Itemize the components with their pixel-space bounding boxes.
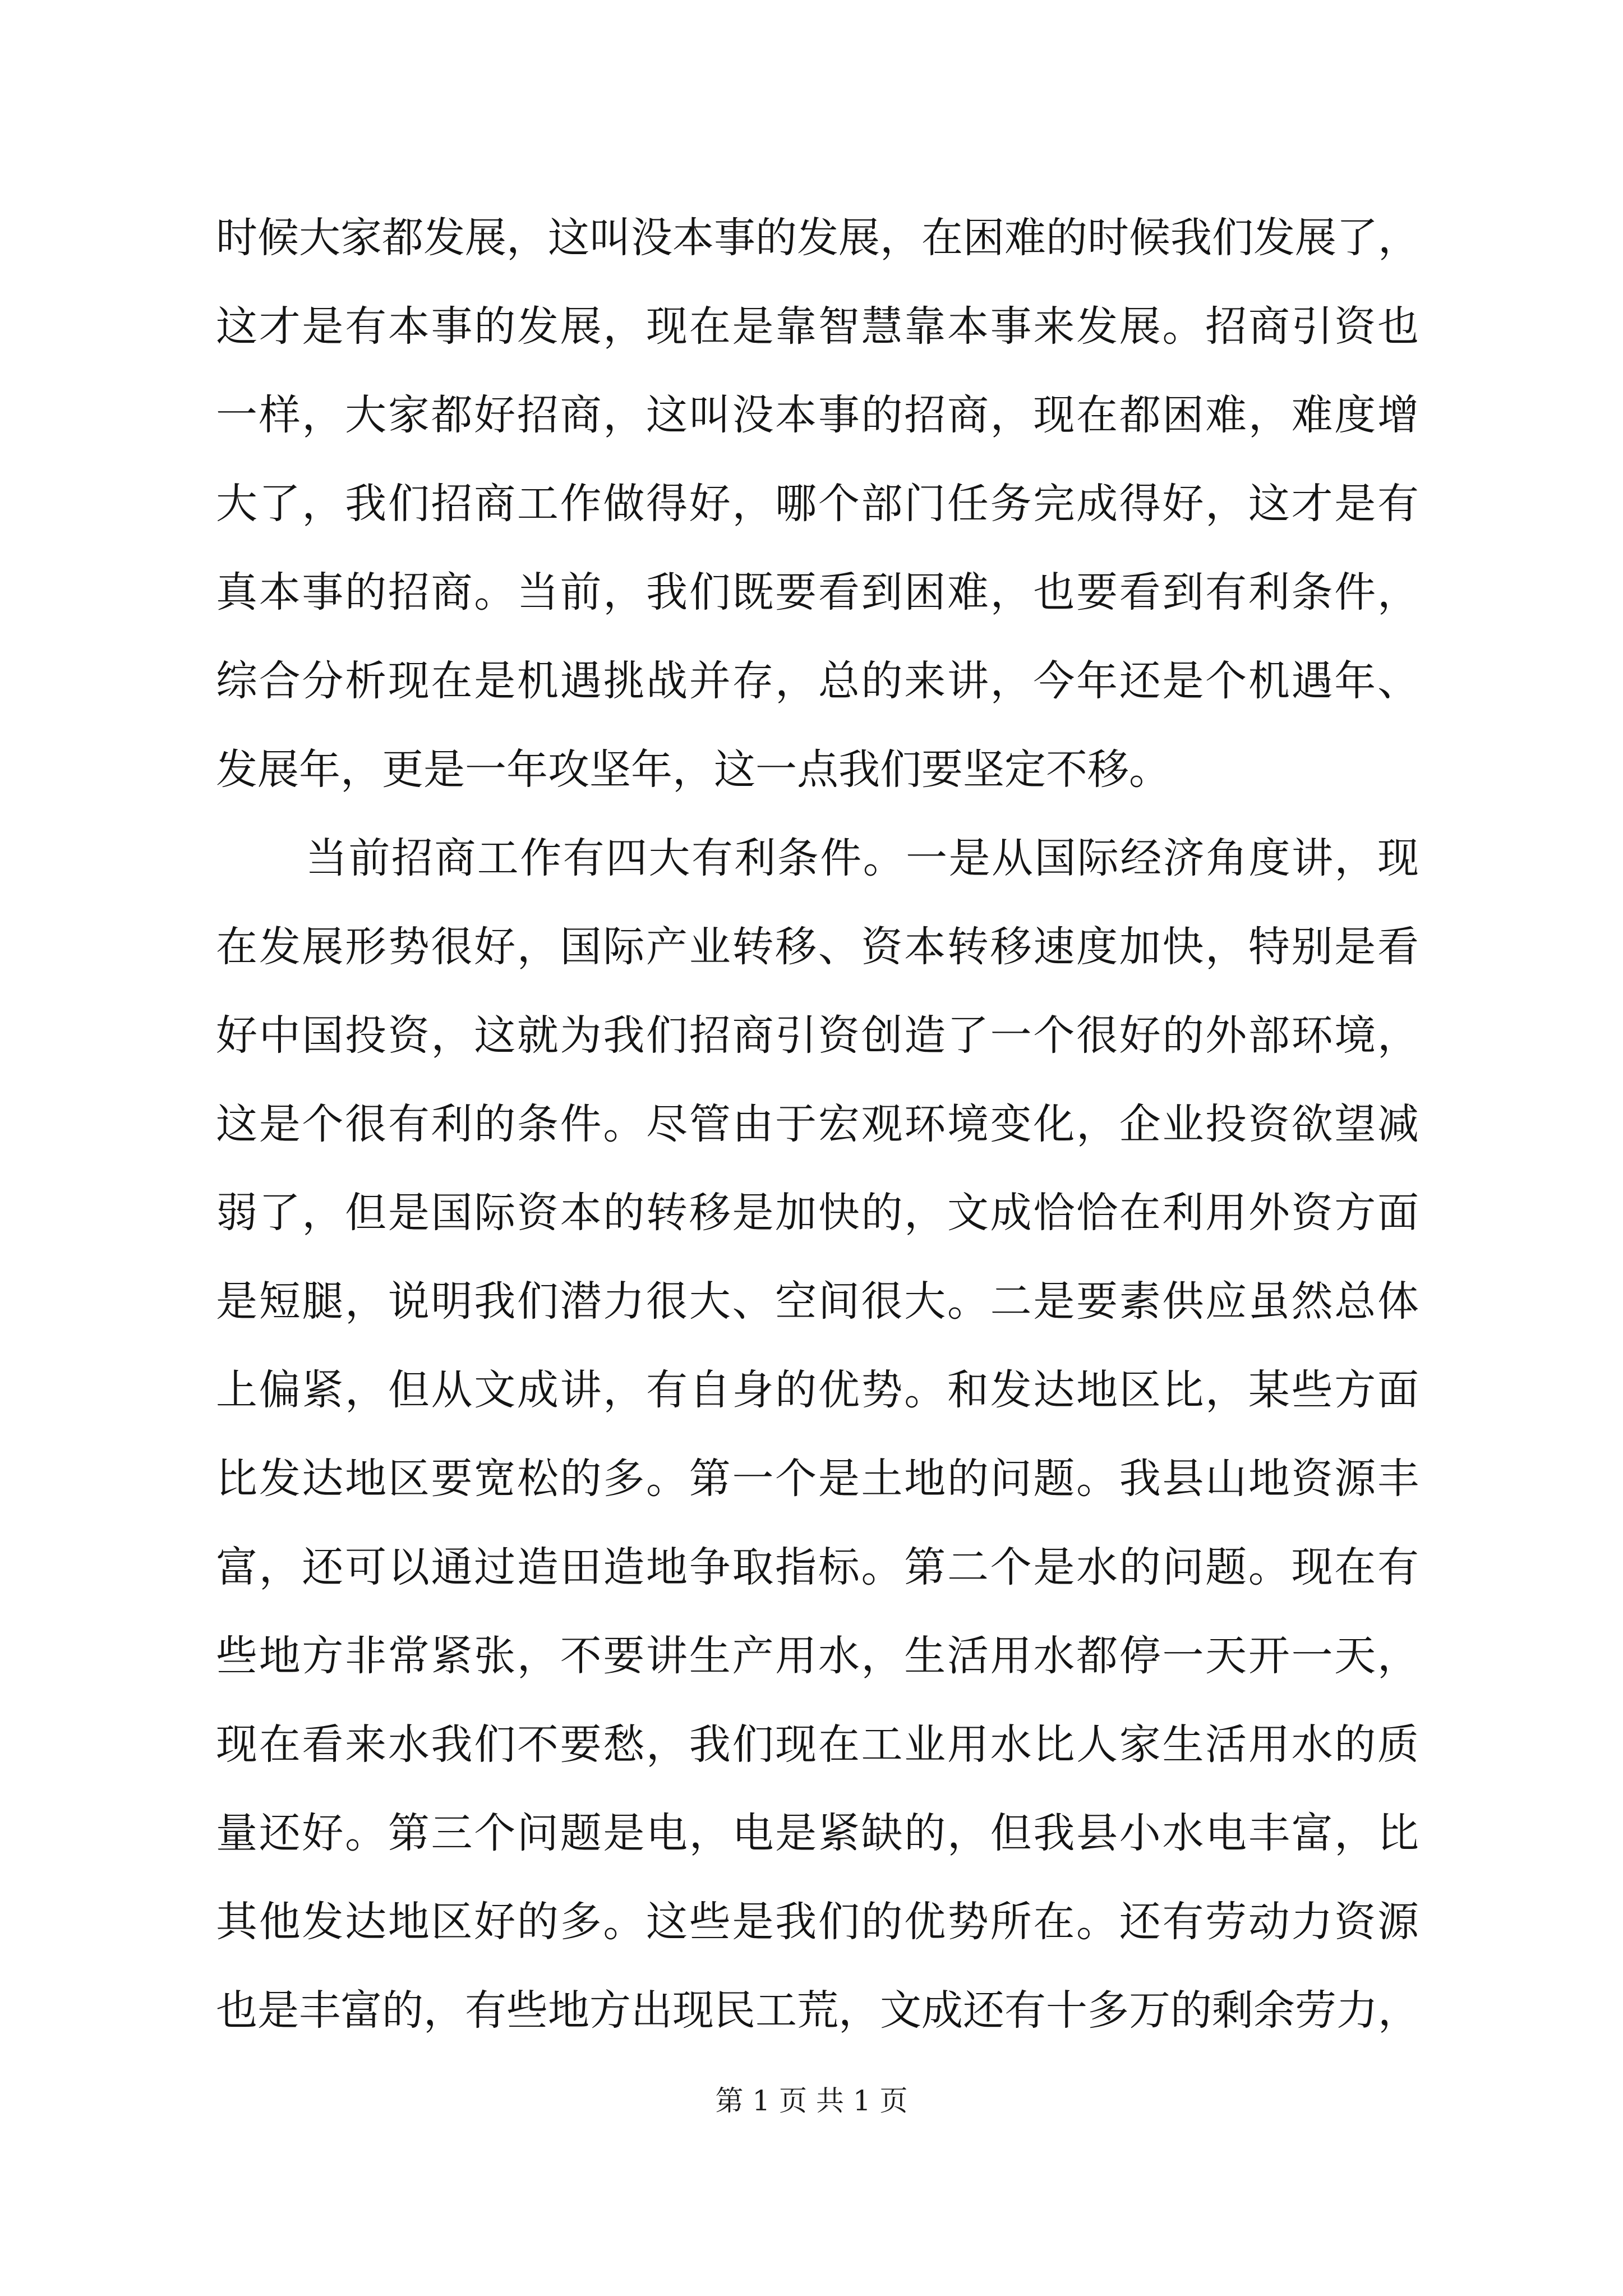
- text-line: 好中国投资，这就为我们招商引资创造了一个很好的外部环境，: [216, 1011, 1419, 1060]
- page-number-footer: 第 1 页 共 1 页: [715, 2085, 908, 2117]
- text-line: 现在看来水我们不要愁，我们现在工业用水比人家生活用水的质: [216, 1720, 1419, 1769]
- text-line: 大了，我们招商工作做得好，哪个部门任务完成得好，这才是有: [216, 480, 1419, 528]
- text-line: 上偏紧，但从文成讲，有自身的优势。和发达地区比，某些方面: [216, 1366, 1419, 1414]
- text-line: 一样，大家都好招商，这叫没本事的招商，现在都困难，难度增: [216, 391, 1419, 439]
- body-text: [216, 194, 1419, 2055]
- text-line: 这是个很有利的条件。尽管由于宏观环境变化，企业投资欲望减: [216, 1100, 1419, 1148]
- text-line: 弱了，但是国际资本的转移是加快的，文成恰恰在利用外资方面: [216, 1189, 1419, 1237]
- text-line: 其他发达地区好的多。这些是我们的优势所在。还有劳动力资源: [216, 1898, 1419, 1946]
- text-line: 量还好。第三个问题是电，电是紧缺的，但我县小水电丰富，比: [216, 1809, 1419, 1857]
- text-line: 时候大家都发展，这叫没本事的发展，在困难的时候我们发展了，: [216, 214, 1419, 262]
- text-line: 综合分析现在是机遇挑战并存，总的来讲，今年还是个机遇年、: [216, 657, 1419, 705]
- text-line: 在发展形势很好，国际产业转移、资本转移速度加快，特别是看: [216, 923, 1419, 971]
- text-line: 真本事的招商。当前，我们既要看到困难，也要看到有利条件，: [216, 568, 1419, 616]
- text-line: 些地方非常紧张，不要讲生产用水，生活用水都停一天开一天，: [216, 1632, 1419, 1680]
- text-line: 这才是有本事的发展，现在是靠智慧靠本事来发展。招商引资也: [216, 302, 1419, 351]
- text-line: 也是丰富的，有些地方出现民工荒，文成还有十多万的剩余劳力，: [216, 1986, 1419, 2035]
- text-line: 是短腿，说明我们潜力很大、空间很大。二是要素供应虽然总体: [216, 1277, 1419, 1326]
- paragraph-end-line: 发展年，更是一年攻坚年，这一点我们要坚定不移。: [216, 746, 1170, 794]
- text-line: 比发达地区要宽松的多。第一个是土地的问题。我县山地资源丰: [216, 1455, 1419, 1503]
- paragraph-first-line: 当前招商工作有四大有利条件。一是从国际经济角度讲，现: [306, 834, 1419, 882]
- text-line: 富，还可以通过造田造地争取指标。第二个是水的问题。现在有: [216, 1543, 1419, 1591]
